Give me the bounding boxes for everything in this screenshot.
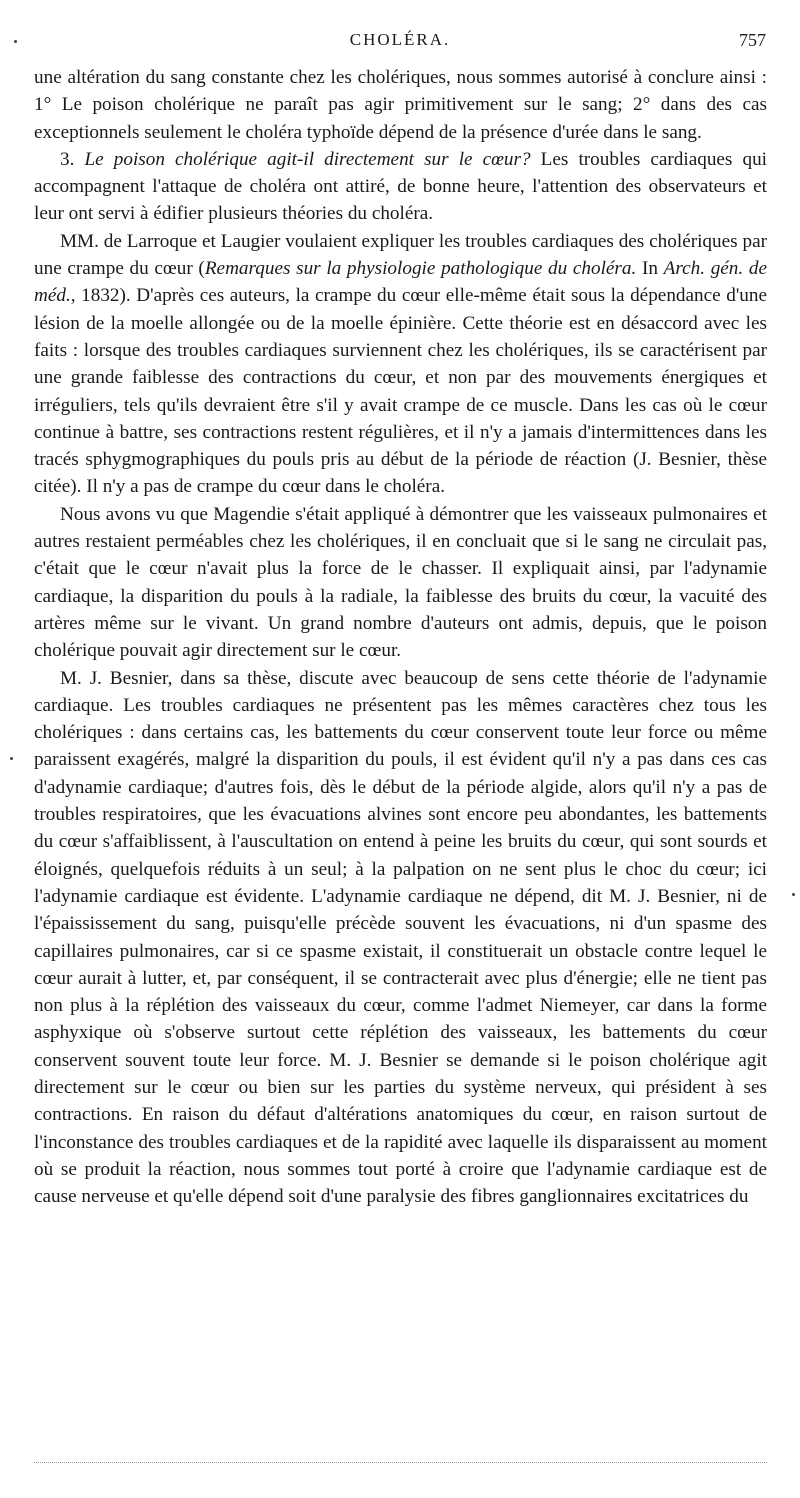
paragraph-3-text-a: MM. de Larroque et Laugier voulaient expliquer les troubles cardiaques des cholériques par une crampe du cœur ( — [34, 230, 767, 280]
paragraph-3-text-b: , 1832). D'après ces auteurs, la crampe du cœur elle-même était sous la dépendance d'une lésion de la moelle allongée ou de la moelle épinière. Cette théorie est en désaccord avec les faits : lorsque des troubles cardiaques surviennent chez les cholériques, ils se caractérisent par une grande faiblesse des contractions du cœur, et non par des mouvements énergiques et irréguliers, tels qu'ils devraient être s'il y avait crampe de ce muscle. Dans les cas où le cœur continue à battre, ses contractions restent régulières, et il n'y a jamais d'intermittences dans les tracés sphygmographiques du pouls pris au début de la période de réaction (J. Besnier, thèse citée). Il n'y a pas de crampe du cœur dans le choléra. — [34, 285, 767, 498]
paragraph-besnier — [34, 665, 767, 1211]
paragraph-magendie — [34, 501, 767, 665]
running-title: CHOLÉRA. — [349, 30, 451, 49]
citation-title: Remarques sur la physiologie pathologique du choléra. — [204, 258, 637, 280]
margin-speck — [14, 40, 17, 43]
text-body — [34, 64, 767, 1210]
margin-speck — [792, 893, 795, 896]
paragraph-4-text: Nous avons vu que Magendie s'était appliqué à démontrer que les vaisseaux pulmonaires et autres restaient perméables chez les cholériques, il en concluait que si le sang ne circulait pas, c'était que le cœur n'avait plus la force de le chasser. Il expliquait ainsi, par l'adynamie cardiaque, la disparition du pouls à la radiale, la faiblesse des bruits du cœur, la vacuité des artères même sur le vivant. Un grand nombre d'auteurs ont admis, depuis, que le poison cholérique pouvait agir directement sur le cœur. — [34, 503, 767, 662]
paragraph-5-text: M. J. Besnier, dans sa thèse, discute avec beaucoup de sens cette théorie de l'adynamie cardiaque. Les troubles cardiaques ne présentent pas les mêmes caractères chez tous les cholériques : dans certains cas, les battements du cœur conservent toute leur force ou même paraissent exagérés, malgré la disparition du pouls, il est évident qu'il n'y a pas dans ces cas d'adynamie cardiaque; d'autres fois, dès le début de la période algide, alors qu'il n'y a pas de troubles respiratoires, que les évacuations alvines sont encore peu abondantes, les battements du cœur s'affaiblissent, à l'auscultation on entend à peine les bruits du cœur, qui sont sourds et éloignés, quelquefois réduits à un seul; à la palpation on ne sent plus le choc du cœur; ici l'adynamie cardiaque est évidente. L'adynamie cardiaque ne dépend, dit M. J. Besnier, ni de l'épaississement du sang, puisqu'elle précède souvent les évacuations, ni d'un spasme des capillaires pulmonaires, car si ce spasme existait, il constituerait un obstacle contre lequel le cœur aurait à lutter, et, par conséquent, il se contracterait avec plus d'énergie; elle ne tient pas non plus à la réplétion des vaisseaux du cœur, comme l'admet Niemeyer, car dans la forme asphyxique où s'observe surtout cette réplétion des vaisseaux, les battements du cœur conservent souvent toute leur force. M. J. Besnier se demande si le poison cholérique agit directement sur le cœur ou bien sur les parties du système nerveux, qui président à ses contractions. En raison du défaut d'altérations anatomiques du cœur, en raison surtout de l'inconstance des troubles cardiaques et de la rapidité avec laquelle ils disparaissent au moment où se produit la réaction, nous sommes tout porté à croire que l'adynamie cardiaque est de cause nerveuse et qu'elle dépend soit d'une paralysie des fibres ganglionnaires excitatrices du — [34, 667, 767, 1208]
citation-journal: Arch. gén. de méd. — [34, 258, 767, 307]
paragraph-section-3 — [34, 146, 767, 228]
section-heading: Le poison cholérique agit-il directement sur le cœur? — [84, 148, 531, 170]
bottom-print-line — [34, 1462, 767, 1463]
section-number: 3. — [60, 148, 85, 170]
citation-in: In — [636, 258, 664, 280]
page-number: 757 — [739, 30, 766, 50]
paragraph-2-text: Les troubles cardiaques qui accompagnent l'attaque de choléra ont attiré, de bonne heure, l'attention des observateurs et leur ont servi à édifier plusieurs théories du choléra. — [34, 148, 768, 225]
paragraph-continuation — [34, 64, 767, 146]
running-head — [34, 30, 766, 58]
paragraph-larroque-laugier — [34, 228, 767, 501]
paragraph-1-text: une altération du sang constante chez les cholériques, nous sommes autorisé à conclure ainsi : 1° Le poison cholérique ne paraît pas agir primitivement sur le sang; 2° dans des cas exceptionnels seulement le choléra typhoïde dépend de la présence d'urée dans le sang. — [34, 67, 767, 143]
margin-speck — [10, 757, 13, 760]
